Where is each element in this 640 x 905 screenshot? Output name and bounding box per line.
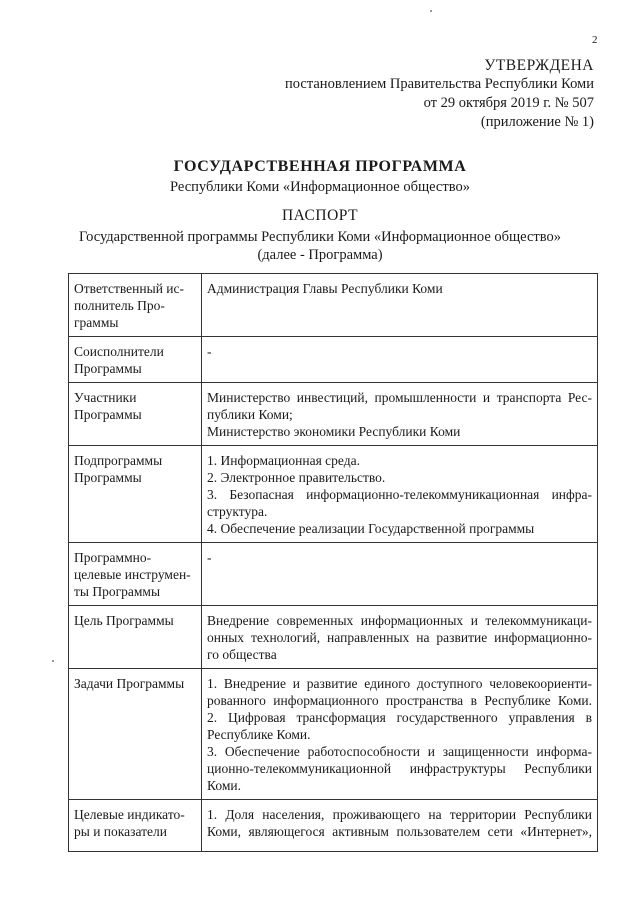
row-value	[202, 383, 598, 446]
value-line: Коми, являющегося активным пользователем сети «Интернет»,	[207, 824, 592, 839]
passport-table	[68, 273, 598, 852]
value-line: -	[207, 550, 212, 565]
label-line: ты Программы	[74, 584, 161, 599]
row-value	[202, 669, 598, 800]
table-row	[69, 606, 598, 669]
table-row	[69, 446, 598, 543]
label-line: Соисполнители	[74, 344, 164, 359]
table-row	[69, 543, 598, 606]
value-line: Коми.	[207, 778, 241, 793]
row-label	[69, 446, 202, 543]
approval-stamp	[285, 56, 594, 132]
table-row	[69, 800, 598, 852]
scan-speck	[52, 660, 54, 662]
label-line: Программы	[74, 470, 142, 485]
label-line: Подпрограммы	[74, 453, 163, 468]
approval-line-1: постановлением Правительства Республики Коми	[285, 76, 594, 92]
value-line: 1. Внедрение и развитие единого доступного человекоориенти-	[207, 676, 592, 691]
passport-subtitle-line-1: Государственной программы Республики Коми «Информационное общество»	[78, 229, 561, 245]
row-label	[69, 383, 202, 446]
value-line: онных технологий, направленных на развитие информационно-	[207, 630, 592, 645]
label-line: Цель Программы	[74, 613, 174, 628]
value-line: ционно-телекоммуникационной инфраструктуры Республики	[207, 761, 592, 776]
row-value	[202, 800, 598, 852]
row-value	[202, 274, 598, 337]
row-label	[69, 606, 202, 669]
value-line: 3. Обеспечение работоспособности и защищенности информа-	[207, 744, 592, 759]
value-line: 1. Доля населения, проживающего на территории Республики	[207, 807, 592, 822]
label-line: целевые инструмен-	[74, 567, 191, 582]
value-line: 2. Цифровая трансформация государственного управления в	[207, 710, 592, 725]
table-row	[69, 383, 598, 446]
page-number: 2	[592, 34, 598, 46]
value-line: Министерство инвестиций, промышленности и транспорта Рес-	[207, 390, 592, 405]
row-label	[69, 800, 202, 852]
value-line: структура.	[207, 504, 268, 519]
row-value	[202, 446, 598, 543]
label-line: Участники	[74, 390, 137, 405]
approval-line-3: (приложение № 1)	[480, 114, 594, 130]
value-line: 2. Электронное правительство.	[207, 470, 386, 485]
table-row	[69, 274, 598, 337]
value-line: 3. Безопасная информационно-телекоммуникационная инфра-	[207, 487, 592, 502]
label-line: Программы	[74, 361, 142, 376]
label-line: Задачи Программы	[74, 676, 185, 691]
approval-line-2: от 29 октября 2019 г. № 507	[423, 95, 594, 111]
program-subtitle: Республики Коми «Информационное общество»	[170, 179, 470, 195]
row-value	[202, 543, 598, 606]
row-value	[202, 337, 598, 383]
table-row	[69, 337, 598, 383]
table-row	[69, 669, 598, 800]
label-line: ры и показатели	[74, 824, 167, 839]
passport-subtitle-line-2: (далее - Программа)	[257, 247, 383, 263]
passport-subtitle	[0, 228, 640, 264]
value-line: 4. Обеспечение реализации Государственной программы	[207, 521, 535, 536]
value-line: 1. Информационная среда.	[207, 453, 360, 468]
value-line: Министерство экономики Республики Коми	[207, 424, 461, 439]
program-title: ГОСУДАРСТВЕННАЯ ПРОГРАММА	[173, 158, 467, 175]
value-line: публики Коми;	[207, 407, 293, 422]
value-line: -	[207, 344, 212, 359]
approval-title: УТВЕРЖДЕНА	[484, 57, 594, 74]
label-line: полнитель Про-	[74, 298, 165, 313]
label-line: Целевые индикато-	[74, 807, 185, 822]
row-value	[202, 606, 598, 669]
row-label	[69, 274, 202, 337]
value-line: Республике Коми.	[207, 727, 311, 742]
label-line: граммы	[74, 315, 119, 330]
value-line: Внедрение современных информационных и телекоммуникаци-	[207, 613, 592, 628]
value-line: го общества	[207, 647, 277, 662]
value-line: рованного информационного пространства в Республике Коми.	[207, 693, 592, 708]
label-line: Программно-	[74, 550, 152, 565]
label-line: Ответственный ис-	[74, 281, 185, 296]
row-label	[69, 669, 202, 800]
row-label	[69, 337, 202, 383]
label-line: Программы	[74, 407, 142, 422]
scan-speck	[430, 10, 432, 12]
passport-title: ПАСПОРТ	[281, 207, 359, 224]
value-line: Администрация Главы Республики Коми	[207, 281, 443, 296]
row-label	[69, 543, 202, 606]
